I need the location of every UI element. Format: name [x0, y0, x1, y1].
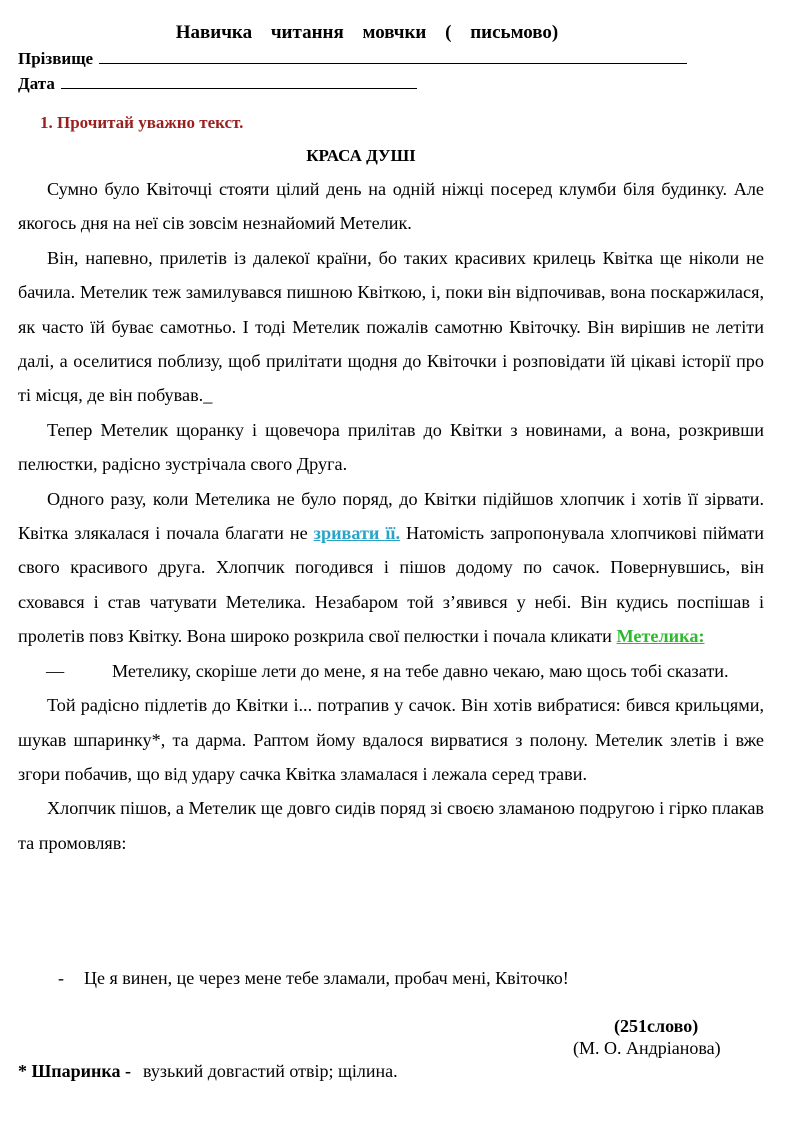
dialogue-dash: —	[46, 660, 65, 681]
paragraph-7: Хлопчик пішов, а Метелик ще довго сидів поряд зі своєю зламаною подругою і гірко плакав та промовляв:	[18, 798, 764, 853]
task-heading: 1. Прочитай уважно текст.	[40, 113, 244, 132]
date-input-line[interactable]	[61, 73, 417, 89]
reply-mark: -	[58, 968, 64, 988]
link-zryvaty[interactable]: зривати її.	[313, 523, 401, 544]
surname-label: Прізвище	[18, 49, 94, 68]
footnote	[18, 1061, 398, 1082]
word-count: (251слово)	[614, 1016, 699, 1036]
surname-input-line[interactable]	[99, 48, 687, 64]
paragraph-1: Сумно було Квіточці стояти цілий день на одній ніжці посеред клумби біля будинку. Але якогось дня на неї сів зовсім незнайомий Метелик.	[18, 179, 764, 234]
paragraph-6: Той радісно підлетів до Квітки і... потрапив у сачок. Він хотів вибратися: бився крильцями, шукав шпаринку*, та дарма. Раптом йому вдалося вирватися з полону. Метелик злетів і вже згори побачив, що від удару сачка Квітка зламалася і лежала серед трави.	[18, 695, 764, 784]
paragraph-3: Тепер Метелик щоранку і щовечора прилітав до Квітки з новинами, а вона, розкривши пелюстки, радісно зустрічала свого Друга.	[18, 419, 764, 475]
story-title: КРАСА ДУШІ	[306, 146, 416, 165]
paragraph-5: — Метелику, скоріше лети до мене, я на тебе давно чекаю, маю щось тобі сказати.	[18, 654, 764, 688]
footnote-term: * Шпаринка -	[18, 1061, 131, 1081]
closing-reply: - Це я винен, це через мене тебе зламали, пробач мені, Квіточко!	[58, 968, 569, 988]
paragraph-4: Одного разу, коли Метелика не було поряд, до Квітки підійшов хлопчик і хотів її зірвати. Квітка злякалася і почала благати не зривати її. Натомість запропонувала хлопчикові піймати свого красивого друга. Хлопчик погодився і пішов додому по сачок. Повернувшись, він сховався і став чатувати Метелика. Незабаром той з’явився у небі. Він кудись поспішав і пролетів повз Квітку. Вона широко розкрила свої пелюстки і почала кликати Метелика:	[18, 488, 765, 647]
link-metelyka[interactable]: Метелика:	[616, 626, 705, 647]
footnote-definition: вузький довгастий отвір; щілина.	[142, 1061, 398, 1081]
date-label: Дата	[18, 74, 55, 93]
story-text	[18, 172, 764, 860]
paragraph-2: Він, напевно, прилетів із далекої країни, бо таких красивих крилець Квітка ще ніколи не бачила. Метелик теж замилувався пишною Квіткою, і, поки він відпочивав, вона поскаржилася, як часто їй буває самотньо. І тоді Метелик пожалів самотню Квіточку. Він вирішив не летіти далі, а оселитися поблизу, щоб прилітати щодня до Квіточки і розповідати їй цікаві історії про ті місця, де він побував._	[18, 247, 764, 406]
worksheet-title: Навичка читання мовчки ( письмово)	[175, 22, 559, 43]
surname-field	[18, 48, 687, 69]
author: (М. О. Андріанова)	[573, 1038, 721, 1058]
date-field	[18, 73, 417, 94]
